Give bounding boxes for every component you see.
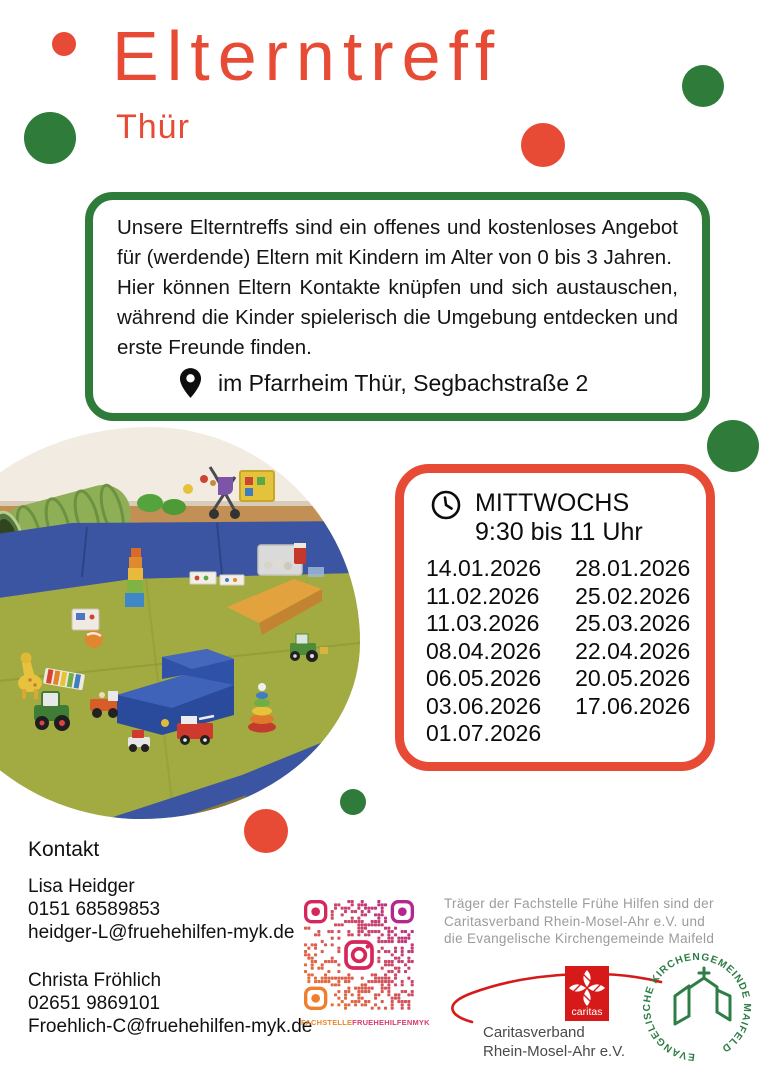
date-item: 08.04.2026 xyxy=(426,637,542,664)
qr-caption-left: FACHSTELLE xyxy=(301,1018,353,1027)
svg-text:EVANGELISCHE KIRCHENGEMEINDE M xyxy=(642,952,752,1062)
contact-heading: Kontakt xyxy=(28,838,100,861)
date-item: 03.06.2026 xyxy=(426,692,542,719)
date-item: 11.03.2026 xyxy=(426,610,540,636)
qr-caption xyxy=(301,1018,430,1027)
contact-name: Lisa Heidger xyxy=(28,876,135,897)
caritas-org-name xyxy=(483,1023,625,1061)
schedule-dates xyxy=(426,555,692,748)
playroom-photo xyxy=(0,427,360,819)
decor-dot-green-right xyxy=(707,420,759,472)
date-item: 25.02.2026 xyxy=(575,582,691,609)
contact-name: Christa Fröhlich xyxy=(28,970,162,991)
contact-phone: 02651 9869101 xyxy=(28,993,161,1014)
caritas-logo xyxy=(565,966,609,1021)
location-row xyxy=(179,367,678,399)
caritas-org-line-1: Caritasverband xyxy=(483,1024,585,1041)
church-door-icon xyxy=(675,968,730,1024)
sponsor-line-2: Caritasverband Rhein-Mosel-Ahr e.V. und xyxy=(444,913,706,929)
decor-dot-green-topright xyxy=(682,65,724,107)
date-item: 06.05.2026 xyxy=(426,665,542,691)
decor-dot-green-left xyxy=(24,112,76,164)
contact-email: Froehlich-C@fruehehilfen-myk.de xyxy=(28,1016,313,1037)
sponsor-line-3: die Evangelische Kirchengemeinde Maifeld xyxy=(444,931,715,946)
church-logo xyxy=(634,944,760,1070)
schedule-header-text xyxy=(475,489,643,547)
decor-dot-red-small xyxy=(52,32,76,56)
photo-toybox-yellow xyxy=(240,471,274,501)
contact-person-2 xyxy=(28,969,348,1038)
date-item: 25.03.2026 xyxy=(575,610,691,636)
date-item: 22.04.2026 xyxy=(575,637,691,664)
dates-column-1 xyxy=(426,555,541,748)
contact-person-1 xyxy=(28,875,348,944)
caritas-org-line-2: Rhein-Mosel-Ahr e.V. xyxy=(483,1043,626,1060)
date-item: 11.02.2026 xyxy=(426,582,540,609)
photo-ball xyxy=(85,630,103,648)
location-text: im Pfarrheim Thür, Segbachstraße 2 xyxy=(218,369,589,396)
info-box xyxy=(85,192,710,421)
schedule-box xyxy=(395,464,715,771)
info-paragraph-1: Unsere Elterntreffs sind ein offenes und kostenloses Angebot für (werdende) Eltern mit Kindern im Alter von 0 bis 3 Jahren. xyxy=(117,216,678,269)
clock-icon xyxy=(430,489,462,521)
sponsor-note xyxy=(444,895,744,948)
contact-email: heidger-L@fruehehilfen-myk.de xyxy=(28,922,295,943)
decor-dot-red-mid xyxy=(521,123,565,167)
schedule-day: MITTWOCHS xyxy=(475,489,630,517)
page-subtitle: Thür xyxy=(116,108,190,146)
photo-activity-cube xyxy=(72,609,99,630)
date-item: 01.07.2026 xyxy=(426,720,542,746)
contact-section xyxy=(28,838,348,1063)
info-paragraph-2: Hier können Eltern Kontakte knüpfen und sich austauschen, während die Kinder spielerisch die Umgebung entdecken und erste Freunde finden. xyxy=(117,276,678,359)
qr-code xyxy=(304,900,414,1010)
dates-column-2 xyxy=(575,555,690,748)
map-pin-icon xyxy=(179,367,202,399)
date-item: 17.06.2026 xyxy=(575,692,691,719)
playroom-photo-art xyxy=(0,427,360,819)
date-item: 20.05.2026 xyxy=(575,665,691,691)
schedule-header xyxy=(430,489,692,547)
date-item: 14.01.2026 xyxy=(426,555,542,581)
qr-caption-right: FRUEHEHILFENMYK xyxy=(352,1018,430,1027)
church-ring-text: EVANGELISCHE KIRCHENGEMEINDE MAIFELD xyxy=(641,951,753,1063)
contact-phone: 0151 68589853 xyxy=(28,899,161,920)
decor-dot-green-bottom-small xyxy=(340,789,366,815)
caritas-wordmark: caritas xyxy=(571,1006,603,1018)
date-item: 28.01.2026 xyxy=(575,555,691,581)
instagram-camera-glyph xyxy=(343,939,374,970)
sponsor-line-1: Träger der Fachstelle Frühe Hilfen sind der xyxy=(444,896,714,911)
schedule-time: 9:30 bis 11 Uhr xyxy=(475,518,643,546)
page-title: Elterntreff xyxy=(112,17,503,95)
instagram-qr-block xyxy=(301,900,430,1027)
